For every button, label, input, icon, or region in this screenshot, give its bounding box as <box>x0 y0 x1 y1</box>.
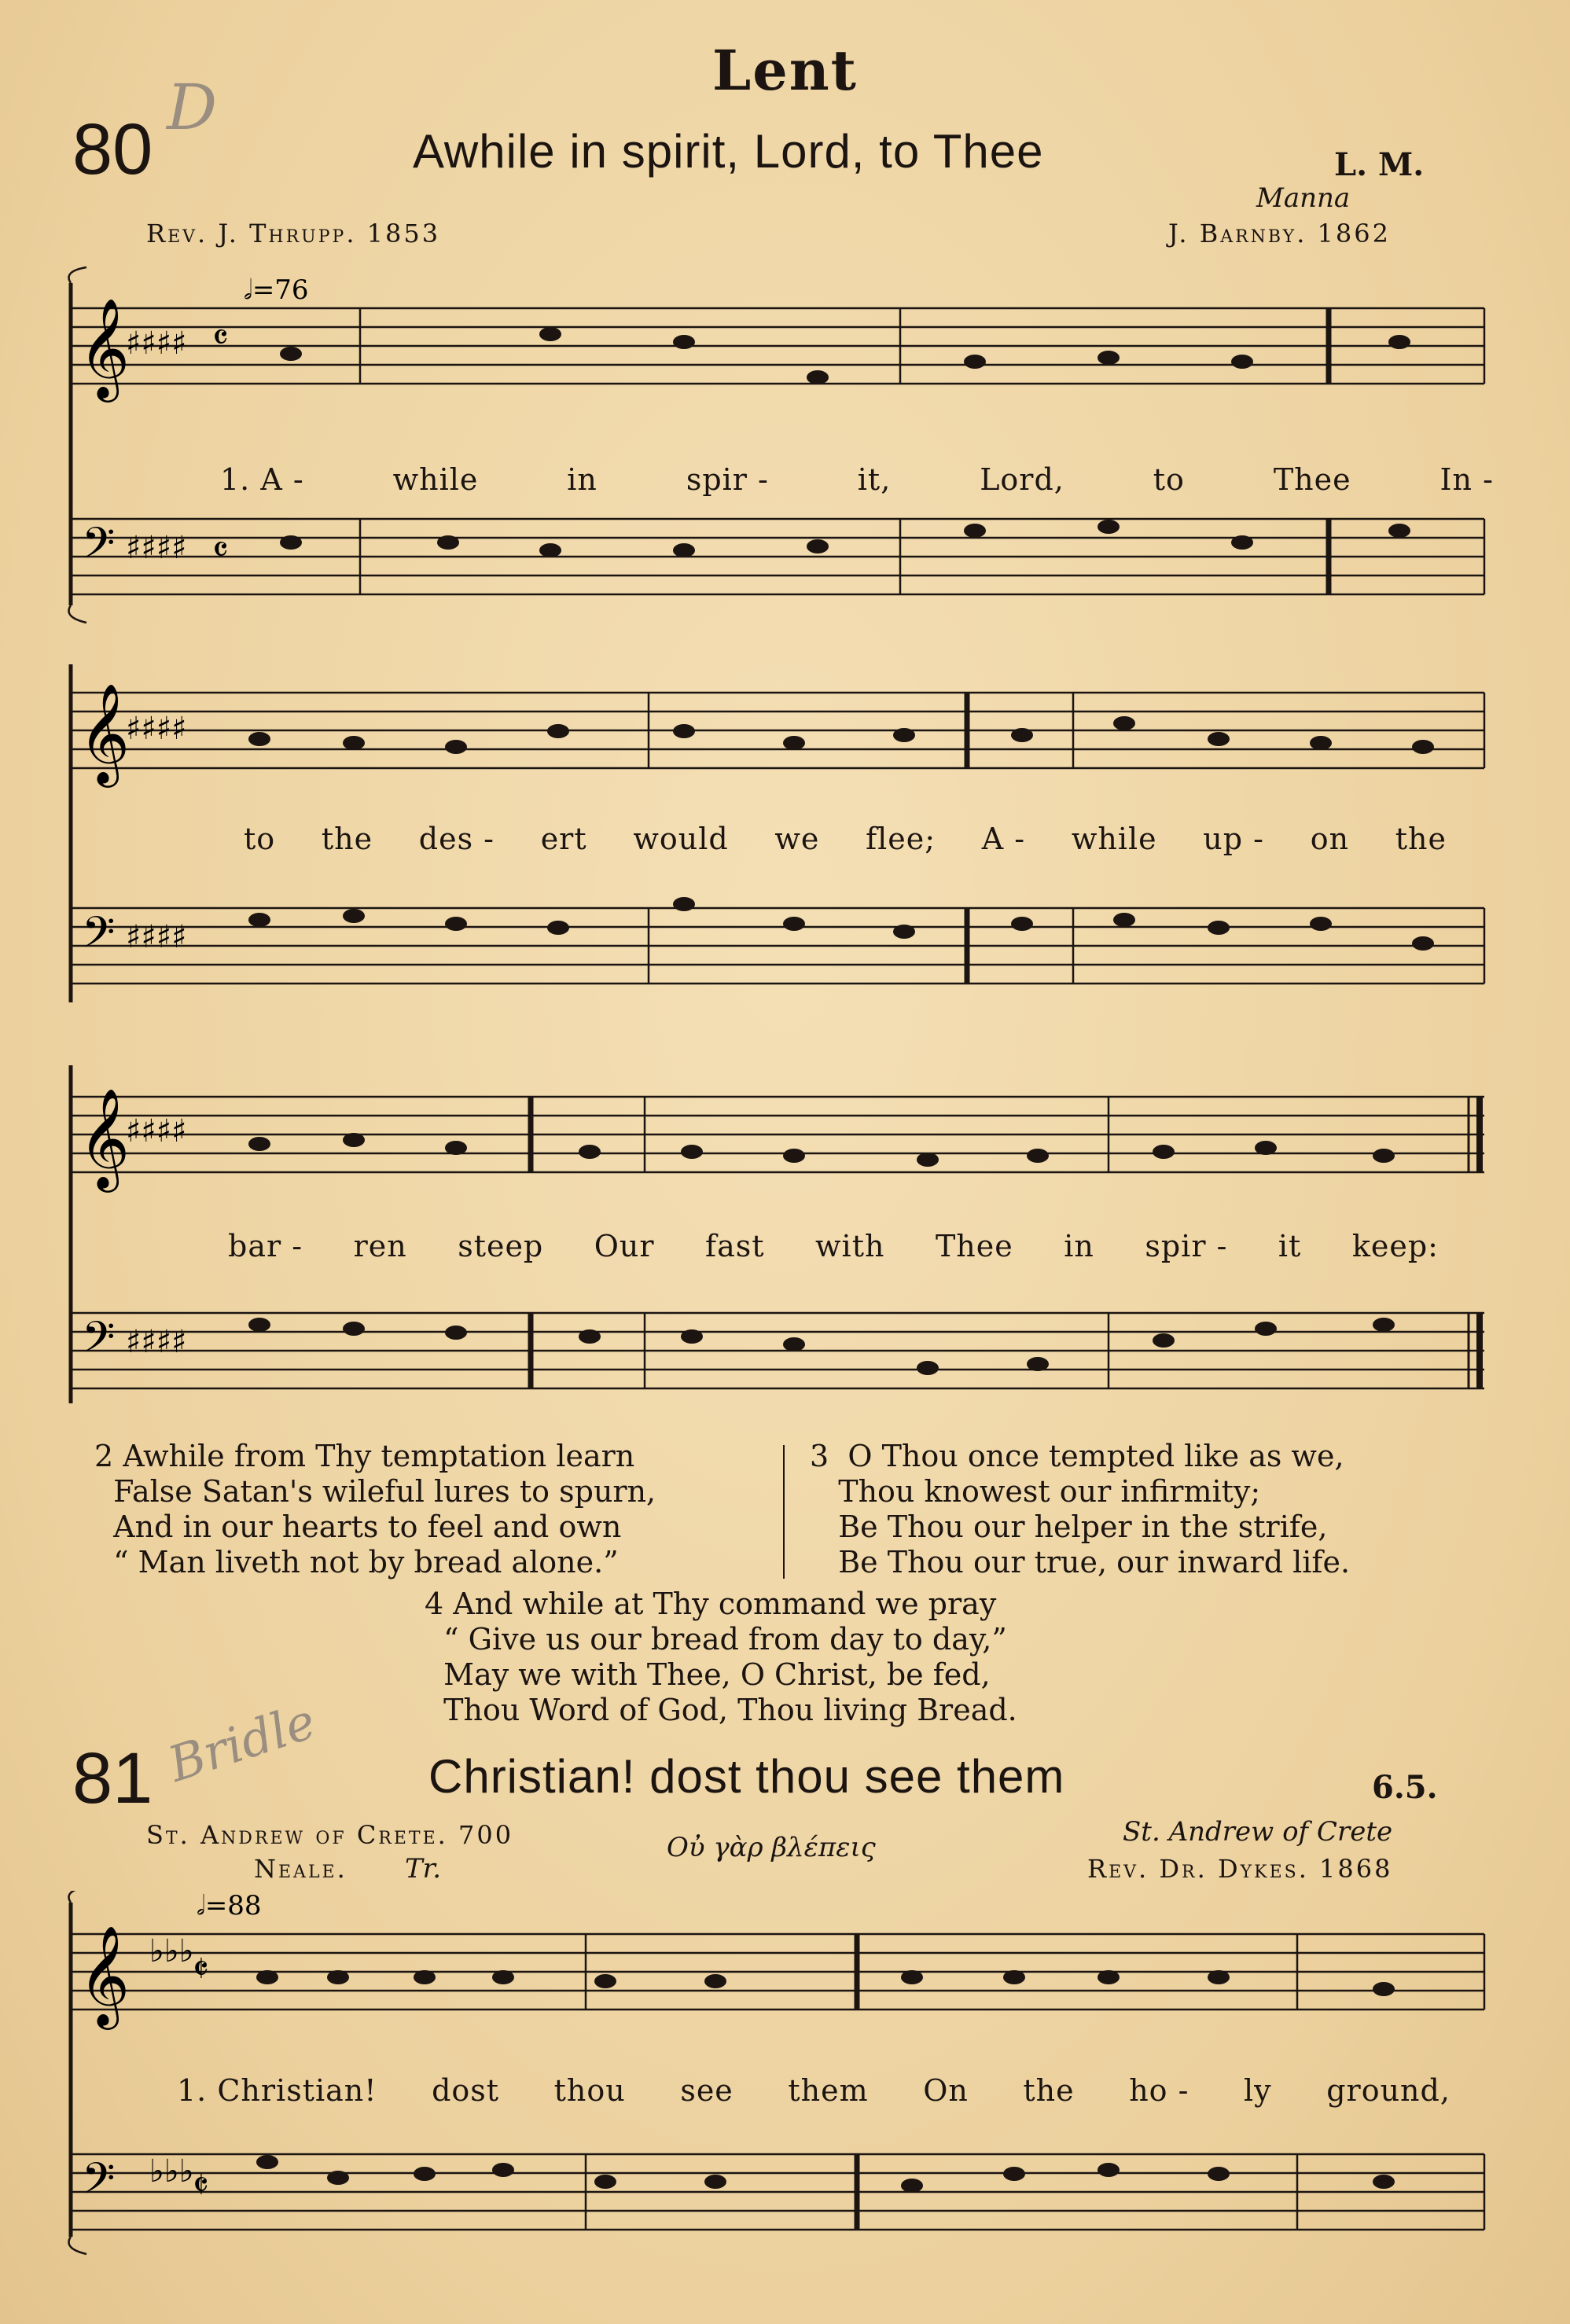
verse-3: 3 O Thou once tempted like as we, Thou knowest our infirmity; Be Thou our helper in the strife, Be Thou our true, our inward life. <box>810 1439 1351 1579</box>
treble-staff <box>72 308 1484 384</box>
lyric-line: to the des - ert would we flee; A - while up - on the <box>244 822 1447 856</box>
tune-name: Manna <box>1256 182 1351 214</box>
verse-2: 2 Awhile from Thy temptation learn False Satan's wileful lures to spurn, And in our hearts to feel and own “ Man liveth not by bread alone.” <box>94 1439 656 1579</box>
svg-text:𝄴: 𝄴 <box>212 316 229 359</box>
music-credit: J. Barnby. 1862 <box>1168 219 1391 248</box>
bass-staff <box>72 519 1484 594</box>
bass-clef-icon: 𝄢 <box>82 2153 116 2214</box>
treble-clef-icon: 𝄞 <box>79 1925 131 2025</box>
translator-abbrev: Tr. <box>405 1853 442 1885</box>
pencil-annotation: D <box>167 71 218 144</box>
svg-text:♯♯♯♯: ♯♯♯♯ <box>126 530 187 566</box>
hymn-number: 80 <box>72 109 153 189</box>
svg-text:♯♯♯♯: ♯♯♯♯ <box>126 1113 187 1149</box>
svg-text:𝄵: 𝄵 <box>193 1947 209 1990</box>
svg-text:♯♯♯♯: ♯♯♯♯ <box>126 1324 187 1360</box>
words-credit: St. Andrew of Crete. 700 <box>146 1820 514 1850</box>
bass-clef-icon: 𝄢 <box>82 518 116 579</box>
music-score-system <box>0 259 1570 629</box>
svg-text:♭♭♭: ♭♭♭ <box>149 2153 194 2190</box>
music-credit: Rev. Dr. Dykes. 1868 <box>1087 1854 1393 1884</box>
svg-text:♭♭♭: ♭♭♭ <box>149 1933 194 1969</box>
svg-text:♯♯♯♯: ♯♯♯♯ <box>126 919 187 955</box>
hymn-number: 81 <box>72 1738 153 1818</box>
hymn-meter: L. M. <box>1334 146 1425 183</box>
verse-divider <box>783 1445 785 1579</box>
verse-4: 4 And while at Thy command we pray “ Give us our bread from day to day,” May we with Thee, O Christ, be fed, Thou Word of God, Thou living Bread. <box>425 1587 1017 1727</box>
tempo-marking: 𝅗𝅥=76 <box>244 274 309 306</box>
svg-text:𝄴: 𝄴 <box>212 528 229 571</box>
treble-clef-icon: 𝄞 <box>79 682 131 783</box>
section-title: Lent <box>712 38 858 103</box>
hymn-first-line: Christian! dost thou see them <box>428 1750 1065 1803</box>
bass-clef-icon: 𝄢 <box>82 1312 116 1373</box>
greek-incipit: Οὐ γὰρ βλέπεις <box>667 1832 876 1863</box>
lyric-line: 1. A - while in spir - it, Lord, to Thee In - <box>220 462 1494 497</box>
treble-clef-icon: 𝄞 <box>79 297 131 398</box>
svg-text:𝄵: 𝄵 <box>193 2164 209 2206</box>
tempo-marking: 𝅗𝅥=88 <box>197 1891 262 1921</box>
pencil-annotation: Bridle <box>161 1692 322 1793</box>
lyric-line: bar - ren steep Our fast with Thee in spir - it keep: <box>228 1229 1439 1263</box>
bass-clef-icon: 𝄢 <box>82 907 116 968</box>
tune-name: St. Andrew of Crete <box>1123 1816 1393 1848</box>
words-credit: Rev. J. Thrupp. 1853 <box>146 219 441 248</box>
svg-text:♯♯♯♯: ♯♯♯♯ <box>126 325 187 362</box>
svg-text:♯♯♯♯: ♯♯♯♯ <box>126 711 187 747</box>
hymn-meter: 6.5. <box>1372 1769 1438 1806</box>
hymn-first-line: Awhile in spirit, Lord, to Thee <box>413 125 1044 178</box>
treble-clef-icon: 𝄞 <box>79 1087 131 1188</box>
lyric-line: 1. Christian! dost thou see them On the ho - ly ground, <box>177 2073 1451 2108</box>
translator-credit: Neale. <box>254 1854 347 1884</box>
